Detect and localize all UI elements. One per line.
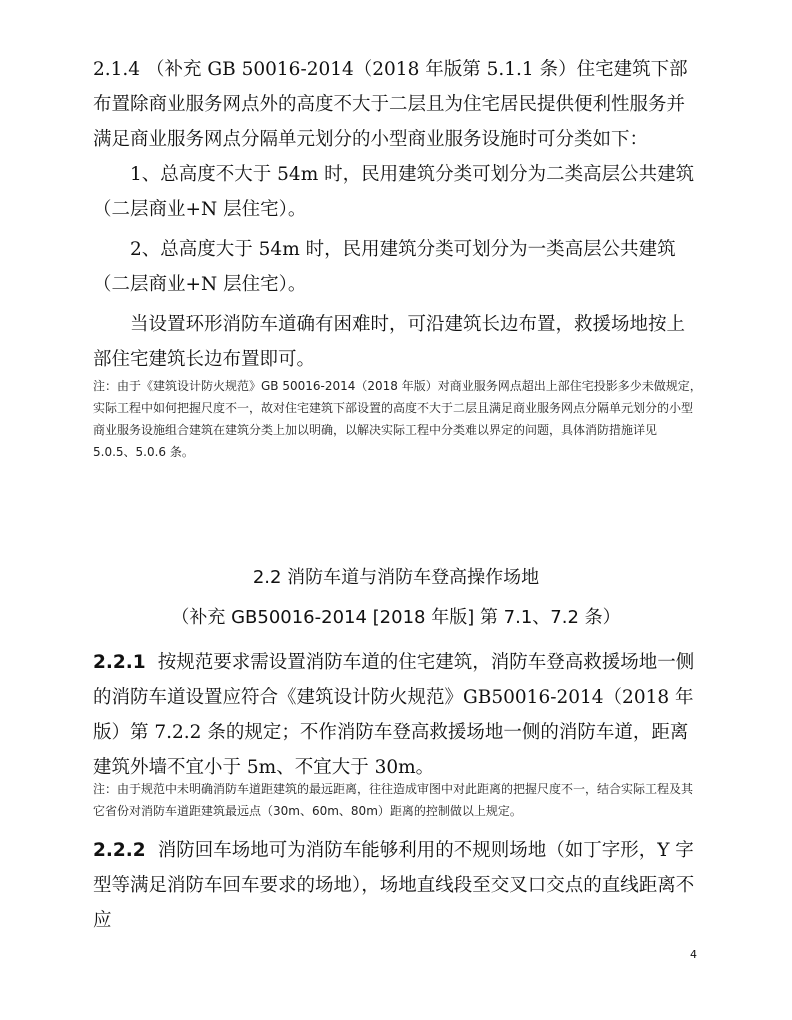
clause-2-1-4-extra: 当设置环形消防车道确有困难时，可沿建筑长边布置，救援场地按上部住宅建筑长边布置即可。 [93, 314, 686, 370]
clause-2-2-1-text: 按规范要求需设置消防车道的住宅建筑，消防车登高救援场地一侧的消防车道设置应符合《建筑设计防火规范》GB50016-2014（2018 年版）第 7.2.2 条的规定；不作消防车登高救援场地一侧的消防车道，距离建筑外墙不宜小于 5m、不宜大于 30m。 [93, 652, 695, 778]
clause-2-2-1 [93, 645, 703, 785]
clause-2-2-2-text: 消防回车场地可为消防车能够利用的不规则场地（如丁字形，Y 字型等满足消防车回车要求的场地），场地直线段至交叉口交点的直线距离不应 [93, 840, 695, 931]
clause-2-2-2 [93, 833, 703, 938]
clause-2-1-4-item-1: 1、总高度不大于 54m 时，民用建筑分类可划分为二类高层公共建筑（二层商业+N 层住宅）。 [93, 164, 695, 220]
section-2-2-subheading: （补充 GB50016-2014 [2018 年版] 第 7.1、7.2 条） [171, 607, 621, 628]
clause-2-2-2-number: 2.2.2 [93, 840, 146, 861]
clause-2-2-1-note: 注：由于规范中未明确消防车道距建筑的最远距离，往往造成审图中对此距离的把握尺度不一，结合实际工程及其它省份对消防车道距建筑最远点（30m、60m、80m）距离的控制做以上规定。 [93, 782, 694, 818]
clause-2-1-4-note: 注：由于《建筑设计防火规范》GB 50016-2014（2018 年版）对商业服务网点超出上部住宅投影多少未做规定，实际工程中如何把握尺度不一，故对住宅建筑下部设置的高度不大于二层且满足商业服务网点分隔单元划分的小型商业服务设施组合建筑在建筑分类上加以明确，以解决实际工程中分类难以界定的问题，具体消防措施详见 5.0.5、5.0.6 条。 [93, 379, 702, 459]
clause-2-2-1-number: 2.2.1 [93, 652, 146, 673]
clause-2-1-4-item-2: 2、总高度大于 54m 时，民用建筑分类可划分为一类高层公共建筑（二层商业+N 层住宅）。 [93, 239, 676, 295]
section-2-2-heading: 2.2 消防车道与消防车登高操作场地 [252, 567, 540, 588]
page-number: 4 [690, 948, 697, 961]
clause-2-1-4: 2.1.4 （补充 GB 50016-2014（2018 年版第 5.1.1 条）住宅建筑下部布置除商业服务网点外的高度不大于二层且为住宅居民提供便利性服务并满足商业服务网点分隔单元划分的小型商业服务设施时可分类如下： [93, 59, 688, 150]
